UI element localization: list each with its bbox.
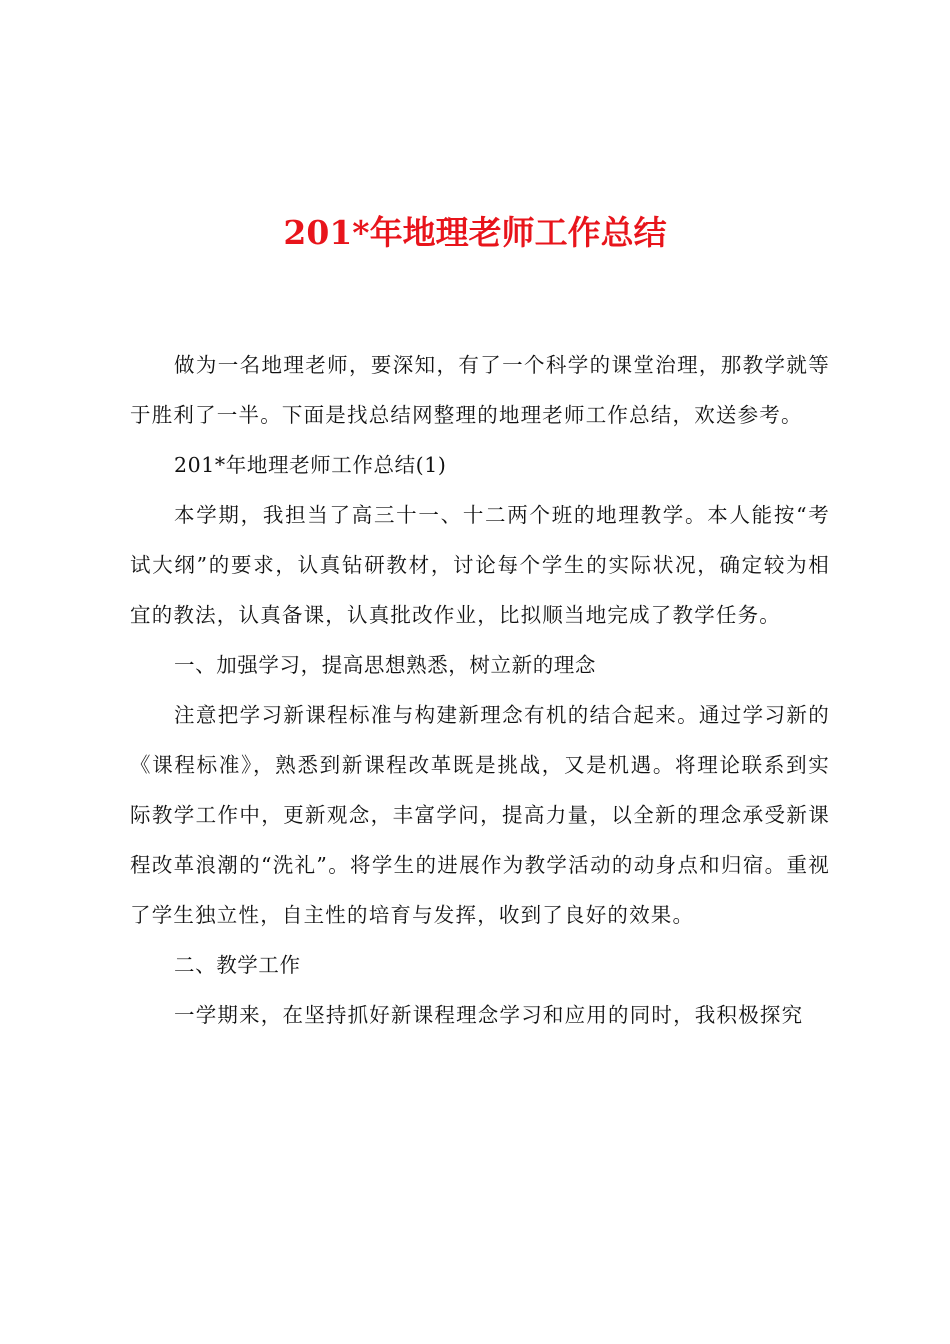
document-body (130, 340, 830, 1040)
section-heading-1: 一、加强学习，提高思想熟悉，树立新的理念 (174, 653, 596, 677)
document-title: 201*年地理老师工作总结 (283, 213, 667, 252)
body-paragraph: 一学期来，在坚持抓好新课程理念学习和应用的同时，我积极探究 (174, 1003, 804, 1027)
section-title-1: 201*年地理老师工作总结(1) (174, 453, 447, 477)
intro-paragraph: 做为一名地理老师，要深知，有了一个科学的课堂治理，那教学就等于胜利了一半。下面是找总结网整理的地理老师工作总结，欢送参考。 (130, 353, 830, 427)
section-heading-2: 二、教学工作 (174, 953, 301, 977)
body-paragraph: 注意把学习新课程标准与构建新理念有机的结合起来。通过学习新的《课程标准》，熟悉到新课程改革既是挑战，又是机遇。将理论联系到实际教学工作中，更新观念，丰富学问，提高力量，以全新的理念承受新课程改革浪潮的“洗礼”。将学生的进展作为教学活动的动身点和归宿。重视了学生独立性，自主性的培育与发挥，收到了良好的效果。 (130, 703, 830, 927)
body-paragraph: 本学期，我担当了高三十一、十二两个班的地理教学。本人能按“考试大纲”的要求，认真钻研教材，讨论每个学生的实际状况，确定较为相宜的教法，认真备课，认真批改作业，比拟顺当地完成了教学任务。 (130, 503, 830, 627)
